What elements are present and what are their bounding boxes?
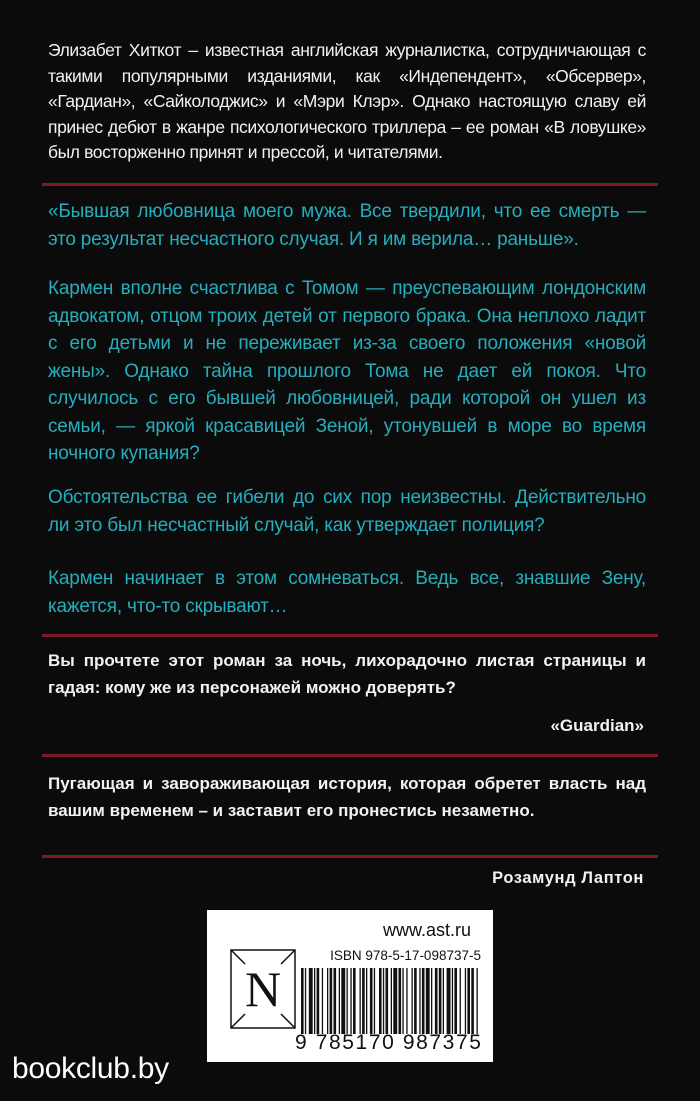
publisher-website: www.ast.ru: [382, 920, 471, 940]
circumstances-paragraph: Обстоятельства ее гибели до сих пор неизвестны. Действительно ли это был несчастный случай, как утверждает полиция?: [48, 487, 646, 536]
synopsis-paragraph: Кармен вполне счастлива с Томом — преуспевающим лондонским адвокатом, отцом троих детей от первого брака. Она неплохо ладит с его детьми и не переживает из-за своего положения «новой жены». Однако тайна прошлого Тома не дает ей покоя. Что случилось с его бывшей любовницей, ради которой он ушел из семьи, — яркой красавицей Зеной, утонувшей в море во время ночного купания?: [48, 278, 646, 464]
isbn-label: ISBN 978-5-17-098737-5: [330, 948, 481, 963]
review-text: Пугающая и завораживающая история, которая обретет власть над вашим временем – и заставит его пронестись незаметно.: [48, 774, 646, 820]
divider-rule: [42, 634, 658, 637]
svg-text:N: N: [244, 961, 282, 1017]
divider-rule: [42, 855, 658, 858]
doubt-paragraph: Кармен начинает в этом сомневаться. Ведь все, знавшие Зену, кажется, что-то скрывают…: [48, 568, 646, 617]
divider-rule: [42, 183, 658, 186]
review-source: Розамунд Лаптон: [492, 869, 644, 887]
opening-quote: «Бывшая любовница моего мужа. Все твердили, что ее смерть — это результат несчастного случая. И я им верила… раньше».: [48, 201, 646, 250]
divider-rule: [42, 754, 658, 757]
review-text: Вы прочтете этот роман за ночь, лихорадочно листая страницы и гадая: кому же из персонажей можно доверять?: [48, 651, 646, 697]
barcode-digits: 9 785170 987375: [295, 1031, 483, 1054]
author-bio: Элизабет Хиткот – известная английская журналистка, сотрудничающая с такими популярными изданиями, как «Индепендент», «Обсервер», «Гардиан», «Сайколоджис» и «Мэри Клэр». Однако настоящую славу ей принес дебют в жанре психологического триллера – ее роман «В ловушке» был восторженно принят и прессой, и читателями.: [48, 40, 646, 162]
watermark: bookclub.by: [12, 1052, 169, 1085]
review-source: «Guardian»: [550, 716, 644, 735]
publisher-logo-icon: [229, 948, 297, 1030]
barcode-panel: [207, 910, 493, 1062]
barcode-icon: [301, 968, 479, 1034]
